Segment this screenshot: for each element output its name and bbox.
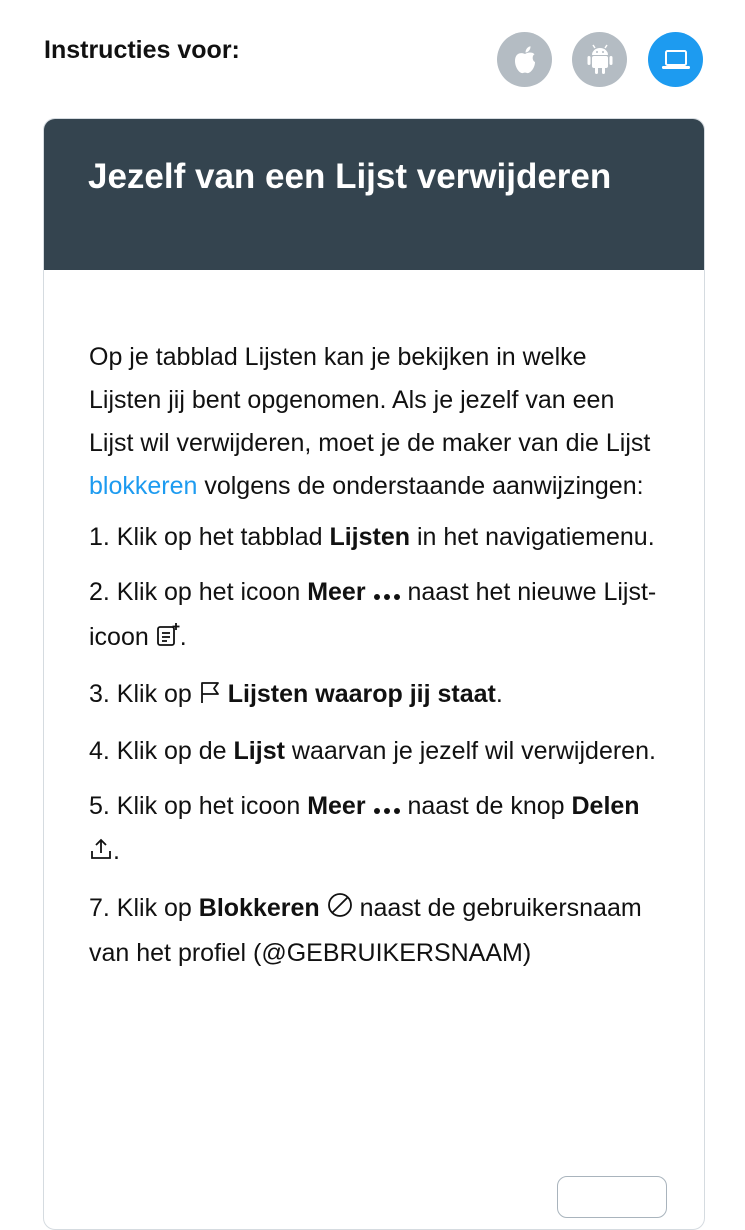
more-icon: [373, 787, 401, 830]
step-text: naast de gebruikersnaam van het profiel (@GEBRUIKERSNAAM): [89, 894, 642, 967]
apple-icon: [512, 45, 538, 75]
share-icon: [89, 832, 113, 875]
step-text: naast de knop: [400, 792, 572, 820]
step-text: .: [113, 837, 120, 865]
step-text: 5. Klik op het icoon: [89, 792, 308, 820]
step-bold: Delen: [571, 792, 640, 820]
step-text: 3. Klik op: [89, 680, 199, 708]
card-body: [44, 270, 704, 975]
step-4: [89, 730, 660, 773]
step-text: waarvan je jezelf wil verwijderen.: [284, 737, 656, 765]
step-text: 1. Klik op het tabblad: [89, 523, 330, 551]
step-text: 7. Klik op: [89, 894, 199, 922]
step-text: .: [495, 680, 503, 708]
card-header: [44, 119, 704, 270]
list-flag-icon: [199, 675, 221, 718]
instruction-card: [43, 118, 705, 1230]
step-3: [89, 673, 660, 718]
block-icon: [327, 889, 353, 932]
platform-label: Instructies voor:: [44, 36, 240, 64]
platform-desktop-button[interactable]: [648, 32, 703, 87]
step-text: .: [179, 623, 187, 651]
step-bold: Meer: [307, 578, 366, 606]
step-bold: Lijst: [233, 737, 285, 765]
laptop-icon: [661, 49, 691, 71]
step-bold: Lijsten: [329, 523, 411, 551]
more-icon: [373, 573, 401, 616]
step-text: 4. Klik op de: [89, 737, 234, 765]
intro-part: Op je tabblad Lijsten kan je bekijken in welke Lijsten jij bent opgenomen. Als je jezelf van een Lijst wil verwijderen, moet je de maker van die Lijst: [89, 343, 651, 457]
platform-selector: [44, 28, 704, 88]
new-list-icon: [156, 618, 180, 661]
step-5: [89, 785, 660, 875]
platform-android-button[interactable]: [572, 32, 627, 87]
step-text: in het navigatiemenu.: [410, 523, 655, 551]
step-bold: Blokkeren: [198, 894, 320, 922]
intro-text: [89, 336, 660, 508]
android-icon: [586, 44, 614, 76]
step-bold: Lijsten waarop jij staat: [227, 680, 496, 708]
step-bold: Meer: [307, 792, 366, 820]
platform-apple-button[interactable]: [497, 32, 552, 87]
card-title: Jezelf van een Lijst verwijderen: [88, 157, 612, 196]
step-1: [89, 516, 660, 559]
step-text: 2. Klik op het icoon: [89, 578, 308, 606]
card-action-button[interactable]: [557, 1176, 667, 1218]
step-7: [89, 887, 660, 975]
block-link[interactable]: blokkeren: [89, 472, 198, 500]
step-text: naast het nieuwe Lijst-icoon: [89, 578, 657, 651]
intro-part: volgens de onderstaande aanwijzingen:: [197, 472, 644, 500]
step-2: [89, 571, 660, 661]
